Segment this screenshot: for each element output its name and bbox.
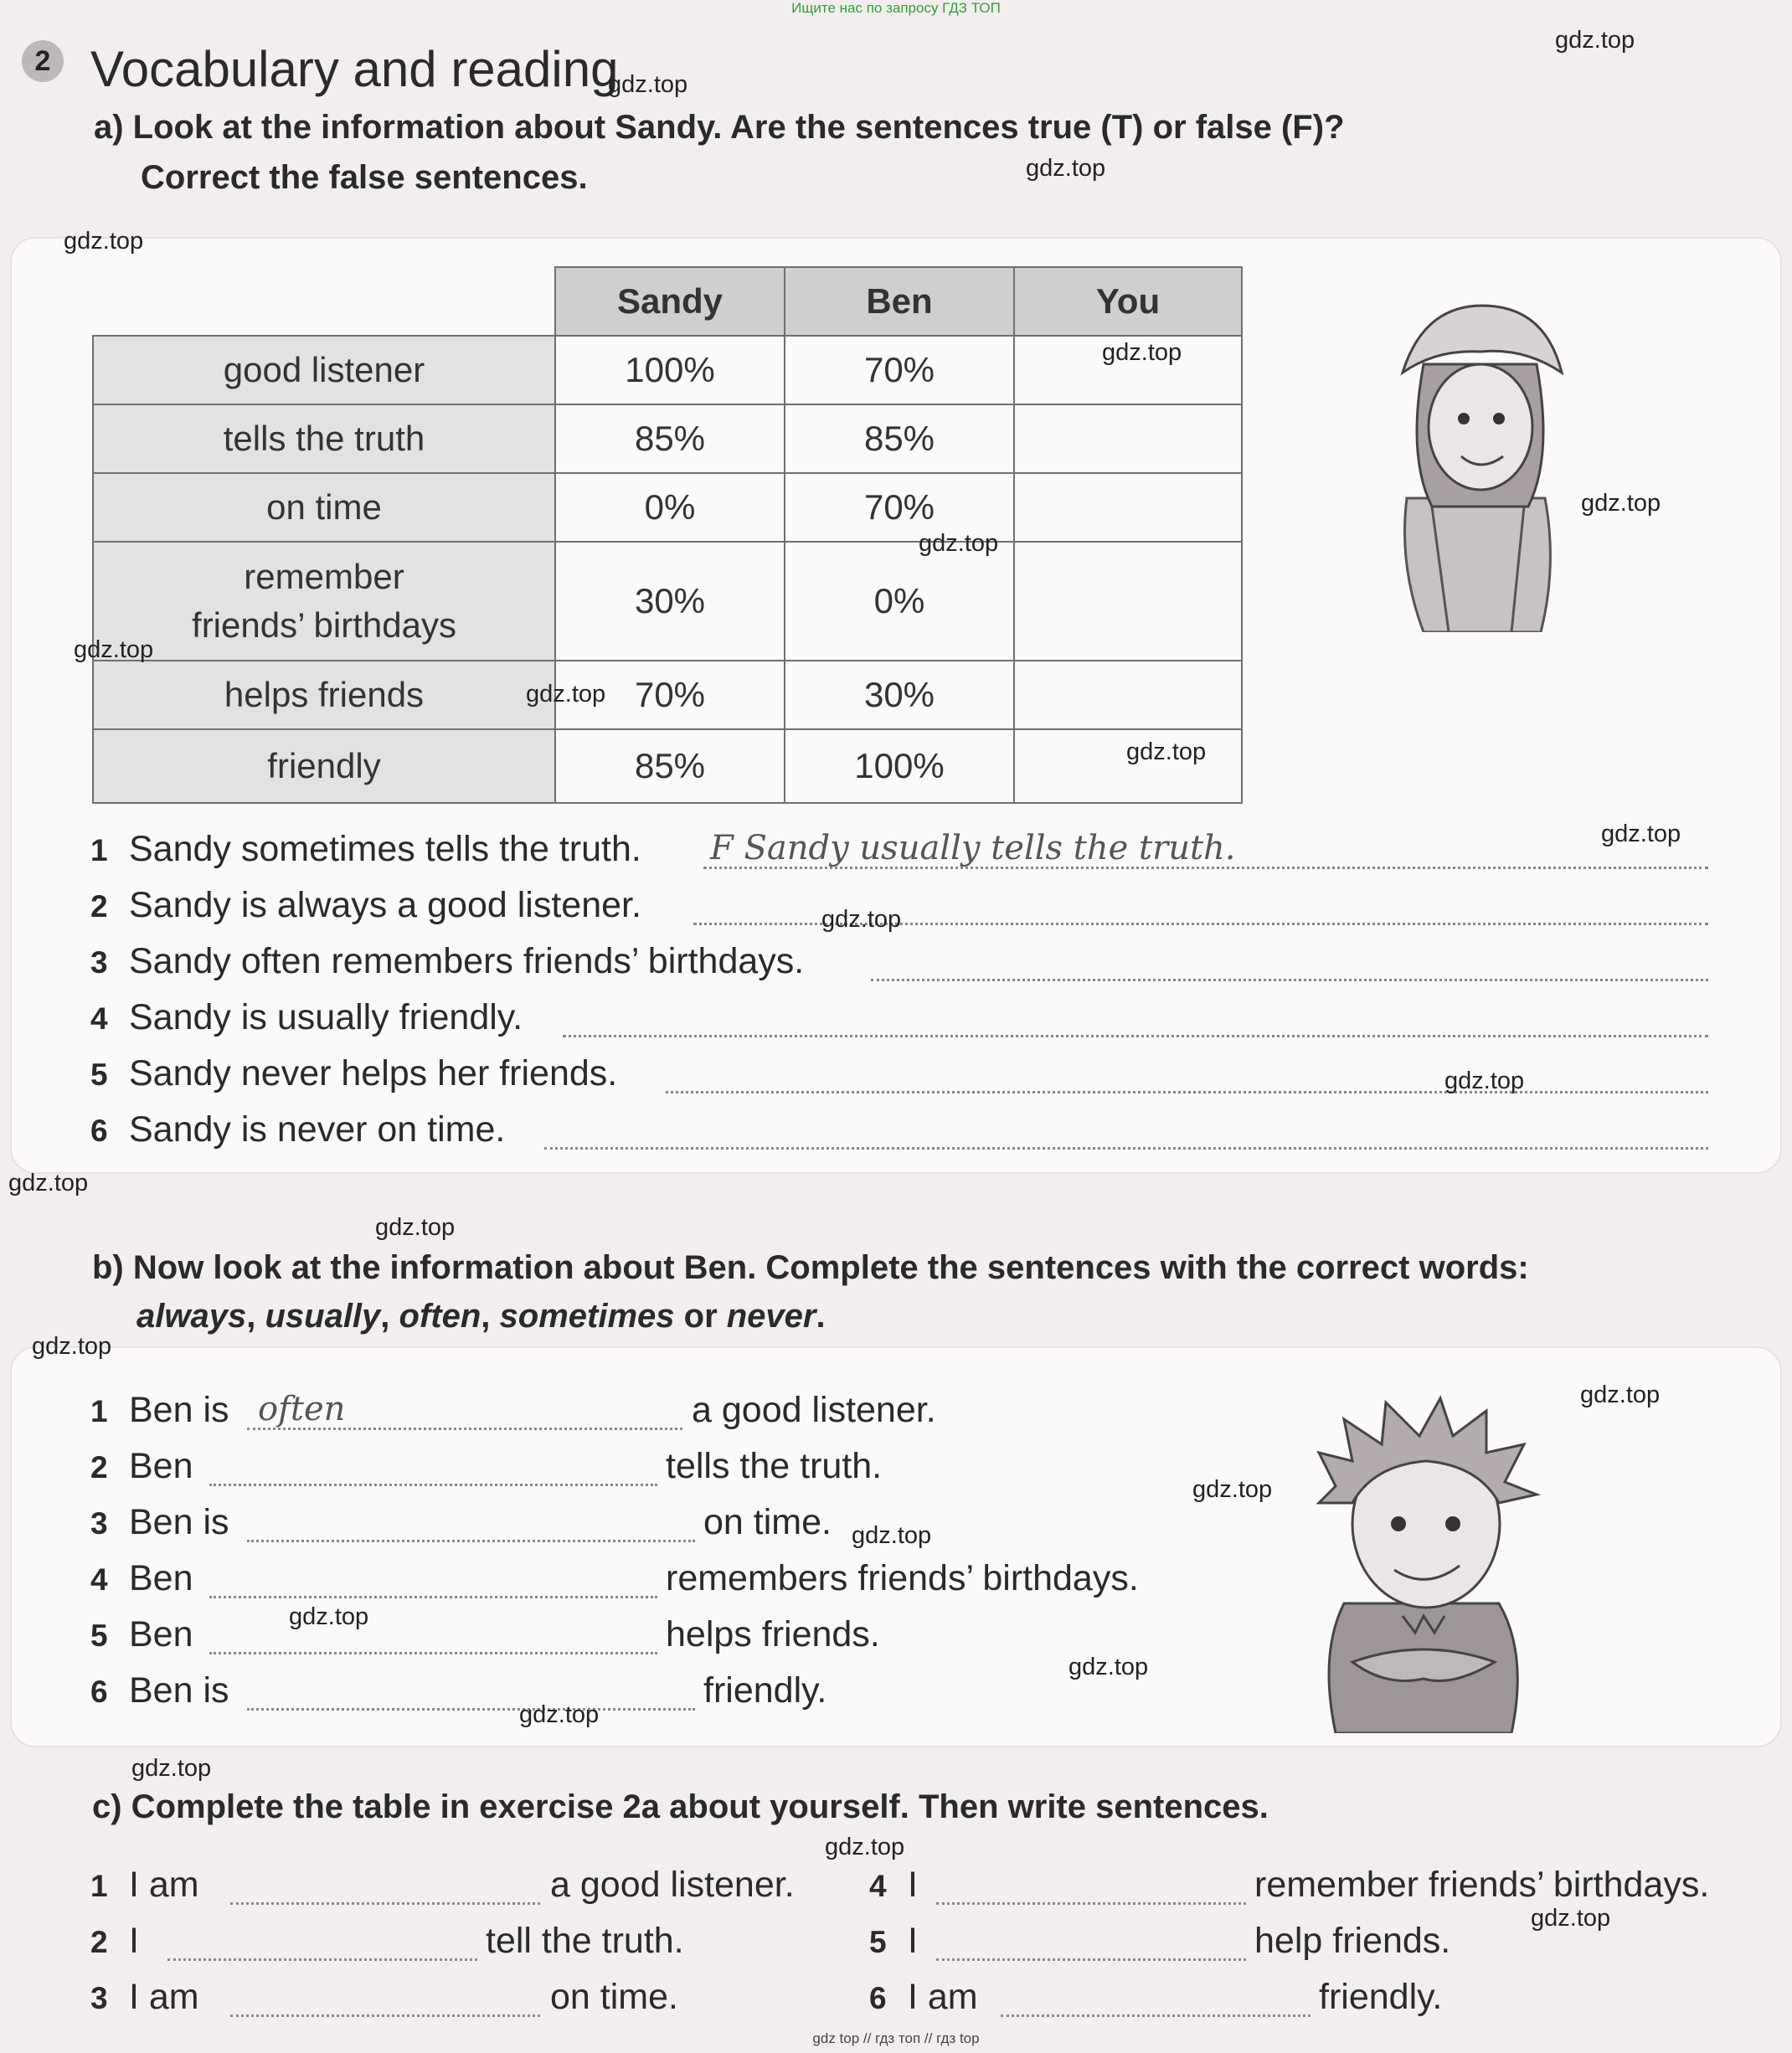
b-sentence-6-post: friendly. xyxy=(703,1670,827,1711)
watermark: gdz.top xyxy=(8,1170,89,1196)
table-corner xyxy=(93,267,555,336)
blank-c3[interactable] xyxy=(230,2014,540,2017)
answer-b1: often xyxy=(258,1390,346,1428)
you-cell[interactable] xyxy=(1014,542,1242,661)
sentence-number: 2 xyxy=(90,1925,108,1959)
watermark: gdz.top xyxy=(1026,155,1106,182)
info-table xyxy=(92,266,1243,804)
header-sandy: Sandy xyxy=(555,267,785,336)
watermark: gdz.top xyxy=(1126,738,1207,765)
sentence-pre: I am xyxy=(908,1977,978,2017)
b-sentence-5 xyxy=(90,1614,193,1655)
b-sentence-4-post: remembers friends’ birthdays. xyxy=(666,1558,1139,1598)
a-sentence-3 xyxy=(90,941,804,982)
watermark: gdz.top xyxy=(526,681,606,707)
blank-c6[interactable] xyxy=(1001,2014,1311,2017)
sentence-number: 3 xyxy=(90,1506,108,1541)
section-title: Vocabulary and reading xyxy=(90,41,619,97)
sandy-value: 0% xyxy=(555,473,785,542)
sentence-text: Sandy sometimes tells the truth. xyxy=(129,829,641,869)
footer-note: gdz top // гдз топ // гдз top xyxy=(812,2030,980,2046)
word-always: always xyxy=(136,1298,247,1335)
period: . xyxy=(816,1298,826,1335)
b-sentence-2 xyxy=(90,1446,193,1487)
b-sentence-3 xyxy=(90,1502,229,1543)
watermark: gdz.top xyxy=(1444,1068,1525,1094)
you-cell[interactable] xyxy=(1014,661,1242,729)
sandy-value: 70% xyxy=(555,661,785,729)
ben-value: 85% xyxy=(785,404,1014,473)
ben-value: 30% xyxy=(785,661,1014,729)
a-sentence-5 xyxy=(90,1053,617,1094)
watermark: gdz.top xyxy=(74,636,154,663)
b-sentence-4 xyxy=(90,1558,193,1599)
sentence-text: Sandy often remembers friends’ birthdays. xyxy=(129,941,805,981)
word-never: never xyxy=(726,1298,816,1335)
part-a-instruction-line2: Correct the false sentences. xyxy=(141,159,588,196)
blank-b5[interactable] xyxy=(209,1652,657,1654)
word-sometimes: sometimes xyxy=(499,1298,675,1335)
answer-a1: F Sandy usually tells the truth. xyxy=(710,829,1236,867)
ben-value: 70% xyxy=(785,473,1014,542)
sandy-illustration xyxy=(1373,289,1583,632)
watermark: gdz.top xyxy=(1531,1905,1611,1932)
sentence-pre: Ben xyxy=(129,1558,193,1598)
ben-illustration xyxy=(1285,1386,1562,1733)
or-word: or xyxy=(674,1298,727,1335)
b-sentence-1 xyxy=(90,1390,229,1431)
top-note: Ищите нас по запросу ГДЗ ТОП xyxy=(791,0,1001,16)
watermark: gdz.top xyxy=(519,1701,600,1728)
watermark: gdz.top xyxy=(1069,1654,1149,1680)
row-label-line1: remember xyxy=(244,557,404,596)
you-cell[interactable] xyxy=(1014,473,1242,542)
sentence-pre: I xyxy=(908,1865,918,1905)
a-sentence-4 xyxy=(90,997,523,1038)
watermark: gdz.top xyxy=(375,1214,456,1241)
sentence-number: 4 xyxy=(90,1001,108,1036)
separator: , xyxy=(246,1298,265,1335)
sentence-text: Sandy is always a good listener. xyxy=(129,885,641,925)
watermark: gdz.top xyxy=(1581,490,1661,517)
watermark: gdz.top xyxy=(821,906,902,933)
sandy-value: 100% xyxy=(555,336,785,404)
a-sentence-1 xyxy=(90,829,641,870)
watermark: gdz.top xyxy=(1192,1476,1273,1503)
sentence-text: Sandy is never on time. xyxy=(129,1109,506,1150)
sentence-pre: I xyxy=(129,1921,139,1961)
c-sentence-1-post: a good listener. xyxy=(550,1865,795,1905)
sentence-number: 5 xyxy=(90,1618,108,1653)
row-label: helps friends xyxy=(93,661,555,729)
sentence-pre: Ben xyxy=(129,1446,193,1486)
watermark: gdz.top xyxy=(825,1834,905,1860)
c-sentence-3 xyxy=(90,1977,199,2018)
sentence-text: Sandy is usually friendly. xyxy=(129,997,523,1037)
sentence-number: 4 xyxy=(90,1562,108,1597)
table-row xyxy=(93,661,1242,729)
blank-b3[interactable] xyxy=(247,1540,695,1542)
sandy-value: 30% xyxy=(555,542,785,661)
word-usually: usually xyxy=(265,1298,381,1335)
blank-b6[interactable] xyxy=(247,1708,695,1711)
c-sentence-2 xyxy=(90,1921,139,1962)
sentence-pre: I am xyxy=(129,1865,199,1905)
ben-value: 0% xyxy=(785,542,1014,661)
b-sentence-5-post: helps friends. xyxy=(666,1614,880,1654)
section-number-badge: 2 xyxy=(22,40,64,82)
sentence-number: 4 xyxy=(869,1869,887,1903)
part-b-instruction-line2 xyxy=(136,1298,826,1335)
row-label-line2: friends’ birthdays xyxy=(192,605,456,645)
sentence-number: 5 xyxy=(869,1925,887,1959)
sentence-number: 5 xyxy=(90,1057,108,1092)
ben-value: 100% xyxy=(785,729,1014,803)
header-you: You xyxy=(1014,267,1242,336)
separator: , xyxy=(481,1298,500,1335)
sentence-number: 6 xyxy=(90,1675,108,1709)
watermark: gdz.top xyxy=(852,1522,932,1549)
part-b-instruction-line1: b) Now look at the information about Ben. Complete the sentences with the correct words: xyxy=(92,1249,1529,1286)
blank-b4[interactable] xyxy=(209,1596,657,1598)
sentence-number: 2 xyxy=(90,1450,108,1484)
a-sentence-2 xyxy=(90,885,641,926)
answer-line-a6[interactable] xyxy=(544,1147,1708,1150)
row-label: tells the truth xyxy=(93,404,555,473)
blank-c5[interactable] xyxy=(936,1958,1246,1961)
c-sentence-1 xyxy=(90,1865,199,1906)
sentence-number: 3 xyxy=(90,945,108,980)
row-label xyxy=(93,542,555,661)
watermark: gdz.top xyxy=(32,1333,112,1360)
row-label: friendly xyxy=(93,729,555,803)
b-sentence-3-post: on time. xyxy=(703,1502,832,1542)
watermark: gdz.top xyxy=(1601,821,1681,847)
sentence-text: Sandy never helps her friends. xyxy=(129,1053,618,1093)
watermark: gdz.top xyxy=(608,71,688,98)
header-ben: Ben xyxy=(785,267,1014,336)
table-row xyxy=(93,404,1242,473)
sentence-pre: I am xyxy=(129,1977,199,2017)
watermark: gdz.top xyxy=(1102,339,1182,366)
you-cell[interactable] xyxy=(1014,404,1242,473)
sentence-pre: Ben is xyxy=(129,1390,229,1430)
watermark: gdz.top xyxy=(289,1603,369,1630)
watermark: gdz.top xyxy=(1580,1382,1661,1408)
sentence-number: 1 xyxy=(90,833,108,867)
part-c-instruction: c) Complete the table in exercise 2a about yourself. Then write sentences. xyxy=(92,1788,1269,1825)
c-sentence-5 xyxy=(869,1921,918,1962)
watermark: gdz.top xyxy=(131,1755,212,1782)
c-sentence-5-post: help friends. xyxy=(1254,1921,1451,1961)
c-sentence-4 xyxy=(869,1865,918,1906)
sentence-pre: I xyxy=(908,1921,918,1961)
separator: , xyxy=(380,1298,399,1335)
watermark: gdz.top xyxy=(64,228,144,255)
c-sentence-6-post: friendly. xyxy=(1319,1977,1443,2017)
watermark: gdz.top xyxy=(1555,27,1635,54)
b-sentence-1-post: a good listener. xyxy=(692,1390,936,1430)
ben-value: 70% xyxy=(785,336,1014,404)
answer-line-a4[interactable] xyxy=(563,1035,1708,1037)
word-often: often xyxy=(399,1298,481,1335)
sentence-number: 6 xyxy=(869,1981,887,2015)
sentence-number: 2 xyxy=(90,889,108,924)
blank-c2[interactable] xyxy=(167,1958,477,1961)
table-row xyxy=(93,473,1242,542)
c-sentence-4-post: remember friends’ birthdays. xyxy=(1254,1865,1710,1905)
c-sentence-6 xyxy=(869,1977,978,2018)
row-label: on time xyxy=(93,473,555,542)
part-a-instruction-line1: a) Look at the information about Sandy. Are the sentences true (T) or false (F)? xyxy=(94,109,1345,146)
sentence-pre: Ben is xyxy=(129,1670,229,1711)
answer-line-a5[interactable] xyxy=(666,1091,1708,1093)
sandy-value: 85% xyxy=(555,729,785,803)
c-sentence-2-post: tell the truth. xyxy=(486,1921,684,1961)
row-label: good listener xyxy=(93,336,555,404)
c-sentence-3-post: on time. xyxy=(550,1977,678,2017)
blank-c4[interactable] xyxy=(936,1902,1246,1905)
answer-line-a3[interactable] xyxy=(871,979,1708,981)
sentence-pre: Ben is xyxy=(129,1502,229,1542)
b-sentence-2-post: tells the truth. xyxy=(666,1446,883,1486)
sentence-pre: Ben xyxy=(129,1614,193,1654)
sandy-value: 85% xyxy=(555,404,785,473)
a-sentence-6 xyxy=(90,1109,505,1150)
table-row xyxy=(93,729,1242,803)
sentence-number: 1 xyxy=(90,1869,108,1903)
table-row xyxy=(93,336,1242,404)
b-sentence-6 xyxy=(90,1670,229,1711)
sentence-number: 3 xyxy=(90,1981,108,2015)
blank-c1[interactable] xyxy=(230,1902,540,1905)
watermark: gdz.top xyxy=(919,530,999,557)
sentence-number: 1 xyxy=(90,1394,108,1428)
blank-b2[interactable] xyxy=(209,1484,657,1486)
table-row xyxy=(93,542,1242,661)
sentence-number: 6 xyxy=(90,1114,108,1148)
